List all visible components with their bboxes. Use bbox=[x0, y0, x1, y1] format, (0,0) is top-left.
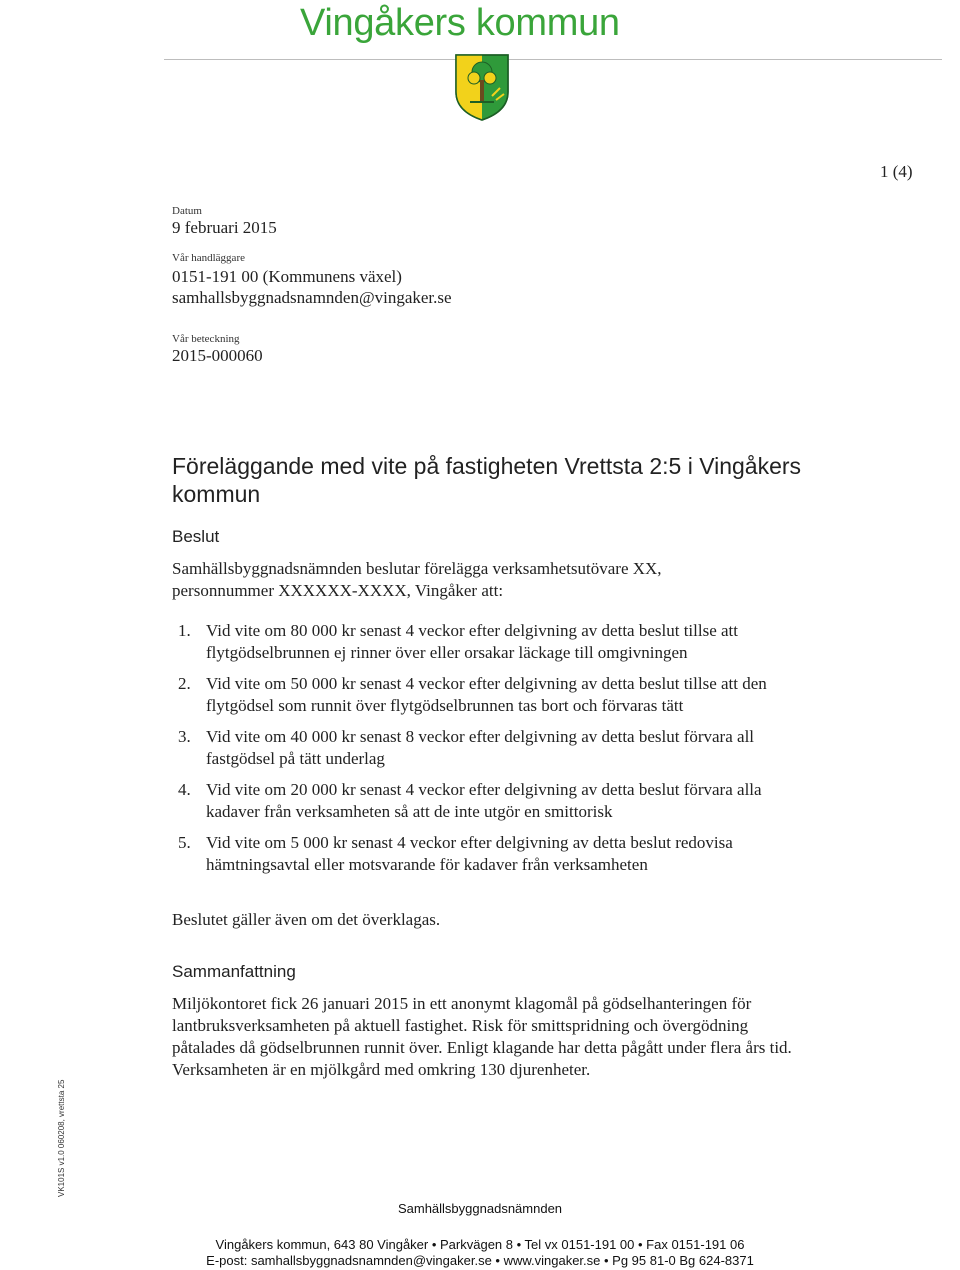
list-item-text: Vid vite om 20 000 kr senast 4 veckor efter delgivning av detta beslut förvara alla kadaver från verksamheten så att de inte utgör en smittorisk bbox=[206, 780, 762, 821]
list-item bbox=[172, 673, 812, 717]
list-item-number: 1. bbox=[178, 621, 191, 640]
applies-note: Beslutet gäller även om det överklagas. bbox=[172, 910, 441, 929]
decision-intro: Samhällsbyggnadsnämnden beslutar förelägga verksamhetsutövare XX, personnummer XXXXXX-XXXX, Vingåker att: bbox=[172, 559, 662, 600]
summary-heading: Sammanfattning bbox=[172, 962, 296, 981]
reference-value: 2015-000060 bbox=[172, 346, 263, 365]
list-item bbox=[172, 620, 812, 664]
footer-department: Samhällsbyggnadsnämnden bbox=[397, 1201, 563, 1216]
list-item bbox=[172, 726, 812, 770]
list-item-text: Vid vite om 80 000 kr senast 4 veckor efter delgivning av detta beslut tillse att flytgödselbrunnen ej rinner över eller orsakar läckage till omgivningen bbox=[206, 621, 738, 662]
footer-contact: E-post: samhallsbyggnadsnamnden@vingaker.se • www.vingaker.se • Pg 95 81-0 Bg 624-8371 bbox=[206, 1253, 754, 1268]
form-code: VK101S v1.0 060208, vrettsta 25 bbox=[57, 1079, 66, 1197]
list-item-number: 4. bbox=[178, 780, 191, 799]
list-item-number: 3. bbox=[178, 727, 191, 746]
document-title: Föreläggande med vite på fastigheten Vrettsta 2:5 i Vingåkers kommun bbox=[172, 453, 802, 507]
page-number: 1 (4) bbox=[880, 162, 913, 181]
decision-heading: Beslut bbox=[172, 527, 220, 546]
coat-of-arms-icon bbox=[452, 52, 512, 122]
header-divider bbox=[164, 59, 942, 60]
list-item-text: Vid vite om 40 000 kr senast 8 veckor efter delgivning av detta beslut förvara all fastgödsel på tätt underlag bbox=[206, 727, 755, 768]
reference-label: Vår beteckning bbox=[172, 333, 240, 345]
handler-label: Vår handläggare bbox=[172, 252, 245, 264]
date-label: Datum bbox=[172, 205, 202, 217]
municipality-title: Vingåkers kommun bbox=[300, 2, 620, 44]
handler-email: samhallsbyggnadsnamnden@vingaker.se bbox=[172, 288, 452, 307]
handler-phone: 0151-191 00 (Kommunens växel) bbox=[172, 267, 402, 286]
list-item-number: 2. bbox=[178, 674, 191, 693]
decision-list bbox=[172, 620, 812, 885]
list-item bbox=[172, 832, 812, 876]
list-item-number: 5. bbox=[178, 833, 191, 852]
footer-address: Vingåkers kommun, 643 80 Vingåker • Parkvägen 8 • Tel vx 0151-191 00 • Fax 0151-191 06 bbox=[215, 1237, 745, 1252]
list-item-text: Vid vite om 5 000 kr senast 4 veckor efter delgivning av detta beslut redovisa hämtningsavtal eller motsvarande för kadaver från verksamheten bbox=[206, 833, 733, 874]
summary-text: Miljökontoret fick 26 januari 2015 in ett anonymt klagomål på gödselhanteringen för lantbruksverksamheten på aktuell fastighet. Risk för smittspridning och övergödning påtalades då gödselbrunnen runnit över. Enligt klagande har detta pågått under flera års tid. Verksamheten är en mjölkgård med omkring 130 djurenheter. bbox=[172, 994, 792, 1079]
list-item bbox=[172, 779, 812, 823]
date-value: 9 februari 2015 bbox=[172, 218, 277, 237]
list-item-text: Vid vite om 50 000 kr senast 4 veckor efter delgivning av detta beslut tillse att den flytgödsel som runnit över flytgödselbrunnen tas bort och förvaras tätt bbox=[206, 674, 767, 715]
